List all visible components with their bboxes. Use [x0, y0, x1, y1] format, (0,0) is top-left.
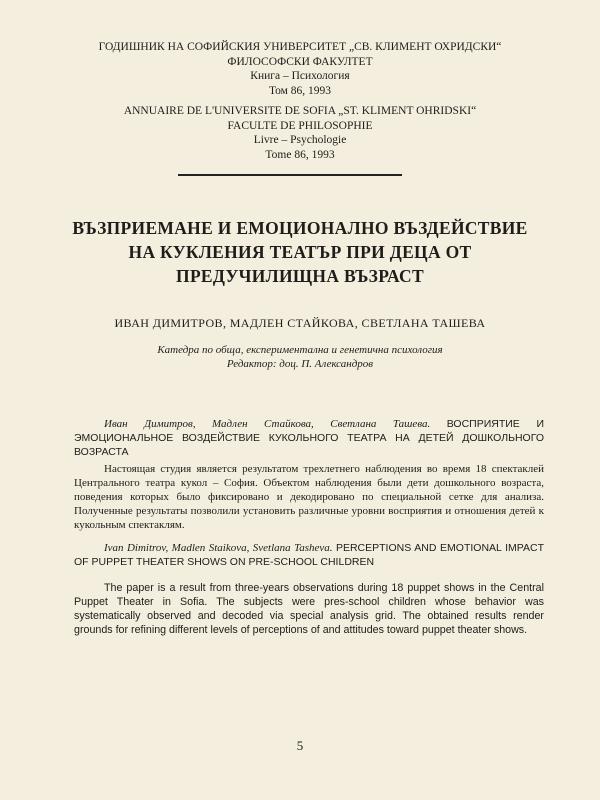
en-abstract-title: PERCEPTIONS AND EMOTIONAL IMPACT OF PUPPET THEATER SHOWS ON PRE-SCHOOL CHILDREN [74, 542, 544, 568]
header-fr-line1: ANNUAIRE DE L'UNIVERSITE DE SOFIA „ST. KLIMENT OHRIDSKI“ [123, 105, 477, 117]
ru-abstract-title: ВОСПРИЯТИЕ И ЭМОЦИОНАЛЬНОЕ ВОЗДЕЙСТВИЕ КУКОЛЬНОГО ТЕАТРА НА ДЕТЕЙ ДОШКОЛЬНОГО ВОЗРАСТА [74, 418, 544, 458]
editor-line: Редактор: доц. П. Александров [226, 358, 374, 370]
department-block [0, 343, 600, 371]
header-bulgarian [0, 40, 600, 98]
header-fr-line3: Livre – Psychologie [253, 134, 347, 146]
department-line: Катедра по обща, експериментална и генетична психология [157, 344, 443, 356]
article-title [0, 216, 600, 288]
title-line2: НА КУКЛЕНИЯ ТЕАТЪР ПРИ ДЕЦА ОТ [128, 242, 472, 262]
authors-line: ИВАН ДИМИТРОВ, МАДЛЕН СТАЙКОВА, СВЕТЛАНА ТАШЕВА [114, 316, 486, 330]
en-abstract-authors: Ivan Dimitrov, Madlen Staikova, Svetlana Tasheva. [104, 542, 333, 554]
header-fr-line2: FACULTE DE PHILOSOPHIE [227, 119, 373, 132]
header-bg-line3: Книга – Психология [250, 70, 350, 82]
title-line1: ВЪЗПРИЕМАНЕ И ЕМОЦИОНАЛНО ВЪЗДЕЙСТВИЕ [72, 218, 528, 238]
ru-abstract-body: Настоящая студия является результатом трехлетнего наблюдения во время 18 спектаклей Центрального театра кукол – София. Объектом наблюдения были дети дошкольного возраста, поведения которых было фиксировано и декодировано по специальной сетке для анализа. Полученные результаты позволили установить различные уровни восприятия и отношения детей к кукольным спектаклям. [74, 463, 544, 531]
header-bg-line4: Том 86, 1993 [268, 84, 332, 97]
header-fr-line4: Tome 86, 1993 [265, 148, 335, 161]
header-divider [178, 174, 402, 176]
ru-abstract-authors: Иван Димитров, Мадлен Стайкова, Светлана Ташева. [104, 418, 431, 430]
header-bg-line2: ФИЛОСОФСКИ ФАКУЛТЕТ [227, 55, 373, 68]
en-abstract-heading [74, 541, 544, 569]
en-abstract-body: The paper is a result from three-years observations during 18 puppet shows in the Central Puppet Theater in Sofia. The subjects were pres-school children whose behavior was systematically observed and decoded via special analysis grid. The obtained results render grounds for refining different levels of perceptions of and attitudes toward puppet theater shows. [74, 582, 544, 636]
header-bg-line1: ГОДИШНИК НА СОФИЙСКИЯ УНИВЕРСИТЕТ „СВ. КЛИМЕНТ ОХРИДСКИ“ [98, 41, 502, 53]
title-line3: ПРЕДУЧИЛИЩНА ВЪЗРАСТ [176, 266, 424, 286]
ru-abstract-heading [74, 417, 544, 459]
header-french [0, 104, 600, 162]
page-number: 5 [296, 738, 304, 753]
